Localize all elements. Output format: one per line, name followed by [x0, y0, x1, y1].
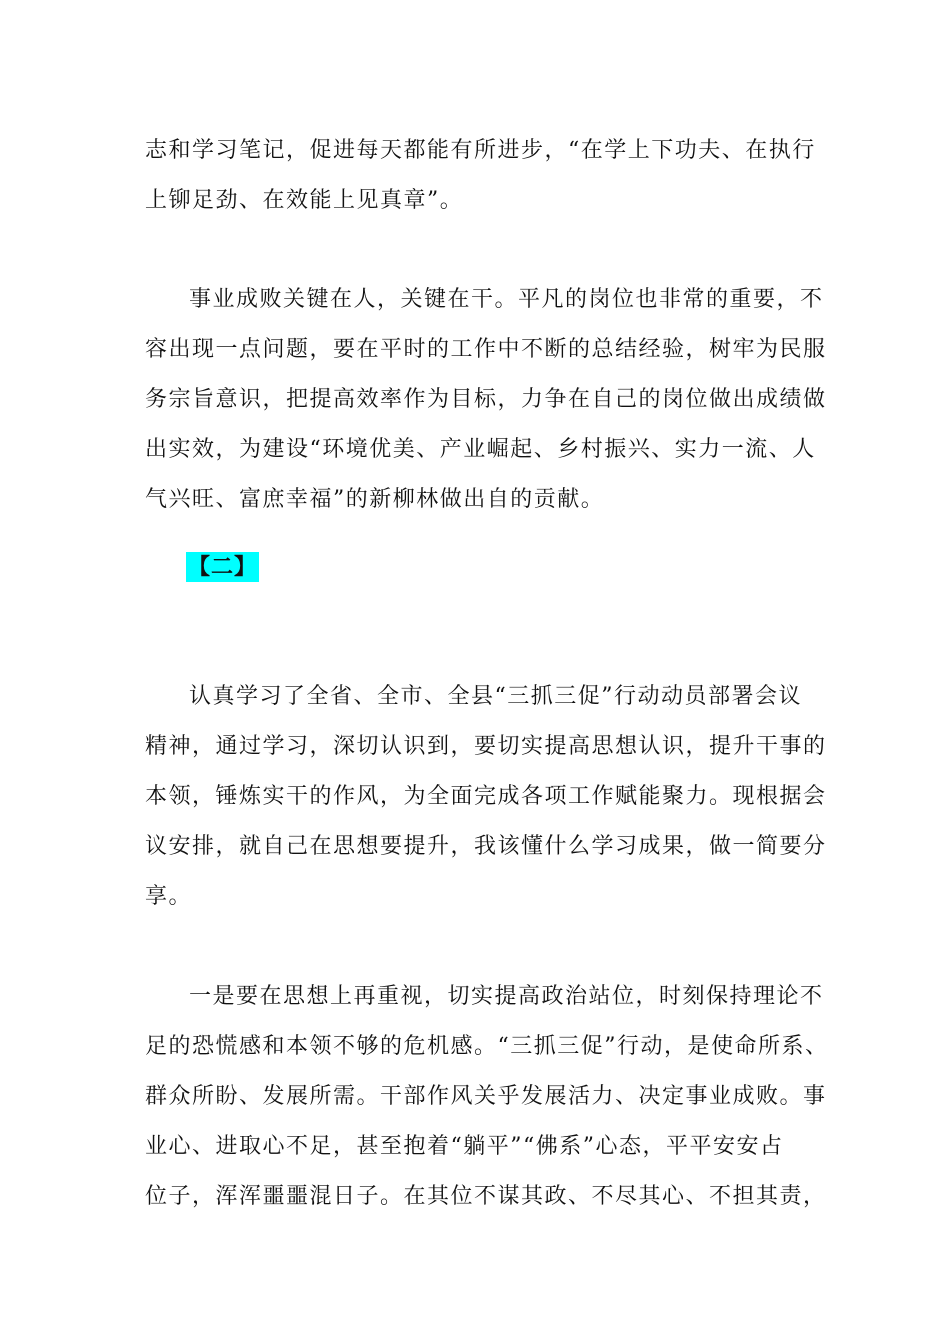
text-line: 认真学习了全省、全市、全县“三抓三促”行动动员部署会议	[189, 684, 802, 709]
text-line: 精神，通过学习，深切认识到，要切实提高思想认识，提升干事的	[145, 734, 827, 759]
text-line: 位子，浑浑噩噩混日子。在其位不谋其政、不尽其心、不担其责，	[145, 1184, 827, 1209]
text-line: 群众所盼、发展所需。干部作风关乎发展活力、决定事业成败。事	[145, 1084, 827, 1109]
text-line: 容出现一点问题，要在平时的工作中不断的总结经验，树牢为民服	[145, 337, 827, 362]
text-line: 上铆足劲、在效能上见真章”。	[145, 188, 464, 213]
text-line: 事业成败关键在人，关键在干。平凡的岗位也非常的重要，不	[189, 287, 824, 312]
text-line: 足的恐慌感和本领不够的危机感。“三抓三促”行动，是使命所系、	[145, 1034, 829, 1059]
text-line: 享。	[145, 884, 193, 909]
paragraph-2	[145, 275, 827, 525]
paragraph-3	[145, 672, 827, 922]
paragraph-4	[145, 972, 829, 1222]
text-line: 业心、进取心不足，甚至抱着“躺平”“佛系”心态，平平安安占	[145, 1134, 784, 1159]
text-line: 气兴旺、富庶幸福”的新柳林做出自的贡献。	[145, 487, 605, 512]
text-line: 志和学习笔记，促进每天都能有所进步，“在学上下功夫、在执行	[145, 138, 816, 163]
text-line: 一是要在思想上再重视，切实提高政治站位，时刻保持理论不	[189, 984, 824, 1009]
paragraph-1	[145, 126, 815, 226]
text-line: 务宗旨意识，把提高效率作为目标，力争在自己的岗位做出成绩做	[145, 387, 827, 412]
text-line: 出实效，为建设“环境优美、产业崛起、乡村振兴、实力一流、人	[145, 437, 816, 462]
text-line: 议安排，就自己在思想要提升，我该懂什么学习成果，做一简要分	[145, 834, 827, 859]
section-heading: 【二】	[188, 554, 258, 580]
text-line: 本领，锤炼实干的作风，为全面完成各项工作赋能聚力。现根据会	[145, 784, 827, 809]
